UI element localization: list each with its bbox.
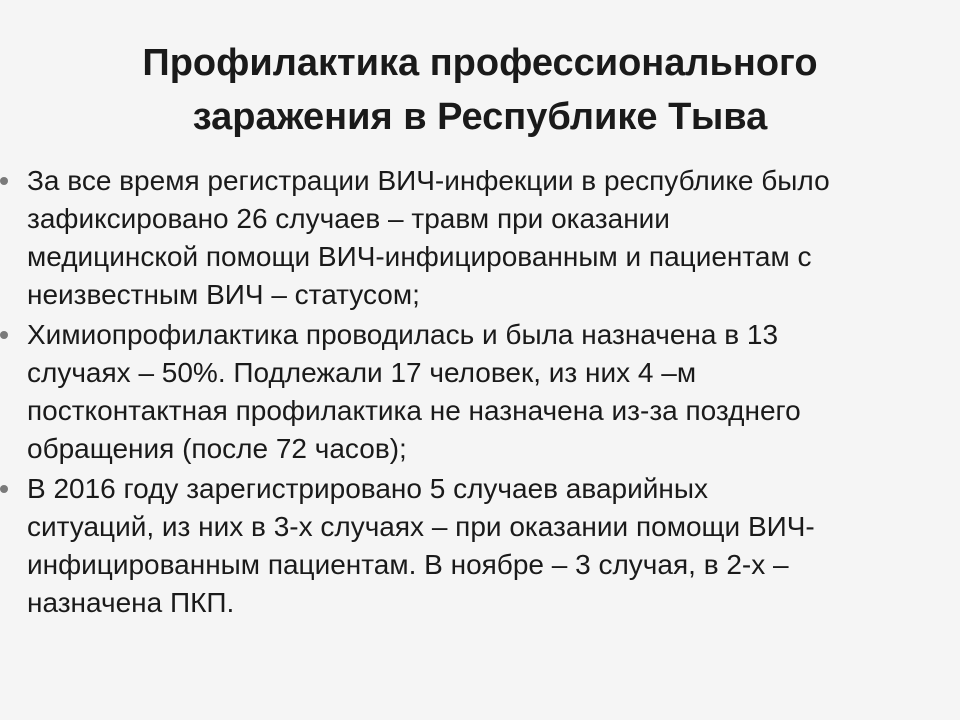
bullet-item-3 xyxy=(0,470,950,622)
bullet-text-2: Химиопрофилактика проводилась и была назначена в 13 случаях – 50%. Подлежали 17 человек, из них 4 –м постконтактная профилактика не назначена из-за позднего обращения (после 72 часов); xyxy=(27,319,801,464)
bullet-dot-icon xyxy=(0,331,8,339)
slide-title-line-1: Профилактика профессионального xyxy=(142,42,818,84)
slide-title-line-2: заражения в Республике Тыва xyxy=(192,96,768,138)
bullet-dot-icon xyxy=(0,177,8,185)
bullet-item-2 xyxy=(0,316,950,468)
bullet-item-1 xyxy=(0,162,950,314)
slide-title xyxy=(40,36,920,144)
bullet-text-1: За все время регистрации ВИЧ-инфекции в республике было зафиксировано 26 случаев – травм при оказании медицинской помощи ВИЧ-инфицированным и пациентам с неизвестным ВИЧ – статусом; xyxy=(27,165,830,310)
bullet-dot-icon xyxy=(0,485,8,493)
bullet-text-3: В 2016 году зарегистрировано 5 случаев аварийных ситуаций, из них в 3-х случаях – при оказании помощи ВИЧ- инфицированным пациентам. В ноябре – 3 случая, в 2-х – назначена ПКП. xyxy=(27,473,815,618)
bullet-list xyxy=(0,162,950,624)
